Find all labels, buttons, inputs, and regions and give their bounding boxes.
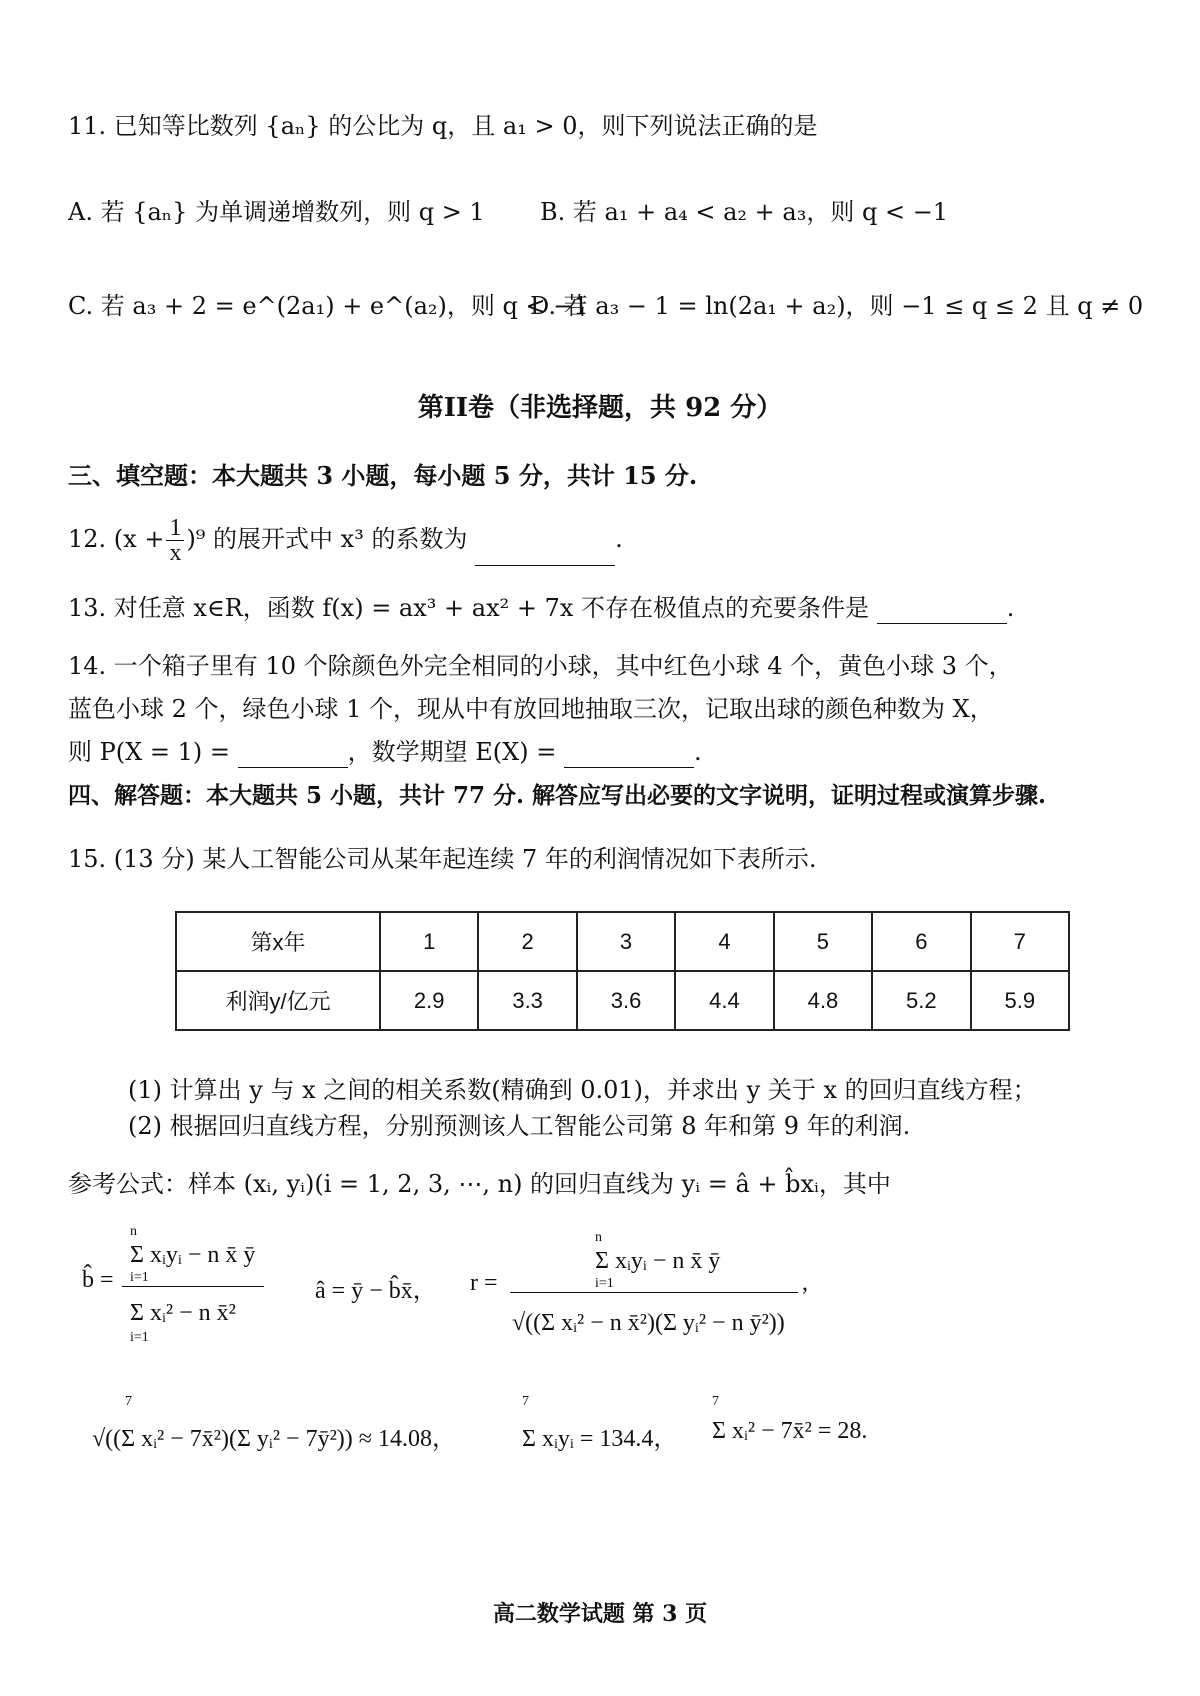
given-sqrt-product: √((Σ xᵢ² − 7x̄²)(Σ yᵢ² − 7ȳ²)) ≈ 14.08，: [92, 1426, 456, 1452]
q15-stem: 15. (13 分) 某人工智能公司从某年起连续 7 年的利润情况如下表所示.: [68, 845, 817, 873]
table-cell: 3.3: [478, 971, 576, 1030]
q11-stem: 11. 已知等比数列 {aₙ} 的公比为 q，且 a₁ > 0，则下列说法正确的是: [68, 112, 818, 140]
table-cell: 2: [478, 912, 576, 971]
q13-end: .: [1006, 594, 1015, 622]
given-sum-x2: Σ xᵢ² − 7x̄² = 28.: [712, 1418, 868, 1444]
q14-prob-label: 则 P(X = 1) =: [68, 738, 230, 766]
table-cell: 4.8: [774, 971, 872, 1030]
q14-line1: 14. 一个箱子里有 10 个除颜色外完全相同的小球，其中红色小球 4 个，黄色小球 3 个，: [68, 652, 1013, 680]
q14-prob-blank[interactable]: [238, 741, 348, 768]
q12-frac-den: x: [169, 540, 182, 566]
r-fraction-bar: [510, 1292, 798, 1293]
table-row-year: [176, 912, 1069, 971]
q11-option-a[interactable]: A. 若 {aₙ} 为单调递增数列，则 q > 1: [68, 198, 485, 226]
r-denominator: √((Σ xᵢ² − n x̄²)(Σ yᵢ² − n ȳ²)): [512, 1310, 785, 1336]
section4-title: 四、解答题：本大题共 5 小题，共计 77 分. 解答应写出必要的文字说明，证明过程或演算步骤.: [68, 782, 1047, 809]
table-cell: 3: [577, 912, 675, 971]
q11-option-b[interactable]: B. 若 a₁ + a₄ < a₂ + a₃，则 q < −1: [540, 198, 949, 226]
q14-line2: 蓝色小球 2 个，绿色小球 1 个，现从中有放回地抽取三次，记取出球的颜色种数为 X，: [68, 695, 994, 723]
table-header-profit: 利润y/亿元: [176, 971, 380, 1030]
table-cell: 5.9: [971, 971, 1069, 1030]
table-header-year: 第x年: [176, 912, 380, 971]
table-cell: 3.6: [577, 971, 675, 1030]
q12-answer-blank[interactable]: [475, 539, 615, 566]
b-hat-denominator: Σ xᵢ² − n x̄²: [130, 1300, 236, 1326]
b-hat-lhs: b̂ =: [82, 1267, 114, 1293]
q14-end: .: [693, 738, 702, 766]
q12-frac-num: 1: [166, 516, 184, 541]
sum-upper-7: 7: [522, 1394, 529, 1409]
table-cell: 4.4: [675, 971, 773, 1030]
sum-upper-7: 7: [712, 1394, 719, 1409]
q12-end: .: [615, 525, 623, 553]
q12-pre: 12. (x +: [68, 525, 165, 553]
part2-title: 第II卷（非选择题，共 92 分）: [417, 393, 783, 423]
b-hat-numerator: Σ xᵢyᵢ − n x̄ ȳ: [130, 1242, 256, 1268]
r-numerator: Σ xᵢyᵢ − n x̄ ȳ: [595, 1248, 721, 1274]
q12-line: [68, 512, 623, 566]
table-cell: 5.2: [872, 971, 970, 1030]
table-row-profit: [176, 971, 1069, 1030]
q14-expect-blank[interactable]: [564, 741, 694, 768]
section3-title: 三、填空题：本大题共 3 小题，每小题 5 分，共计 15 分.: [68, 461, 698, 490]
reference-formula-intro: 参考公式：样本 (xᵢ, yᵢ)(i = 1, 2, 3, ⋯, n) 的回归直线为 yᵢ = â + b̂xᵢ，其中: [68, 1170, 891, 1198]
given-sum-xy: Σ xᵢyᵢ = 134.4，: [522, 1426, 678, 1452]
table-cell: 7: [971, 912, 1069, 971]
table-cell: 1: [380, 912, 478, 971]
q14-line3: [68, 736, 702, 768]
table-cell: 2.9: [380, 971, 478, 1030]
q13-text: 13. 对任意 x∈R，函数 f(x) = ax³ + ax² + 7x 不存在极值点的充要条件是: [68, 594, 870, 622]
profit-table: [175, 911, 1070, 1031]
sum-lower-index: i=1: [130, 1330, 149, 1345]
q11-option-d[interactable]: D. 若 a₃ − 1 = ln(2a₁ + a₂)，则 −1 ≤ q ≤ 2 且 q ≠ 0: [530, 292, 1144, 320]
q13-answer-blank[interactable]: [877, 597, 1007, 624]
sum-upper-n: n: [130, 1224, 137, 1239]
b-hat-fraction-bar: [122, 1286, 264, 1287]
table-cell: 6: [872, 912, 970, 971]
q12-fraction: [166, 516, 184, 565]
q11-option-c[interactable]: C. 若 a₃ + 2 = e^(2a₁) + e^(a₂)，则 q < −1: [68, 292, 589, 320]
r-lhs: r =: [470, 1270, 498, 1296]
sum-lower-index: i=1: [595, 1276, 614, 1291]
sum-lower-index: i=1: [130, 1270, 149, 1285]
table-cell: 5: [774, 912, 872, 971]
q15-sub1: (1) 计算出 y 与 x 之间的相关系数(精确到 0.01)，并求出 y 关于 x 的回归直线方程；: [128, 1076, 1037, 1104]
a-hat-formula: â = ȳ − b̂x̄，: [315, 1278, 437, 1304]
q15-sub2: (2) 根据回归直线方程，分别预测该人工智能公司第 8 年和第 9 年的利润.: [128, 1112, 911, 1140]
table-cell: 4: [675, 912, 773, 971]
sum-upper-n: n: [595, 1230, 602, 1245]
sum-upper-7: 7: [125, 1394, 132, 1409]
r-comma: ,: [802, 1270, 808, 1296]
q13-line: [68, 592, 1014, 624]
page-footer: 高二数学试题 第 3 页: [492, 1601, 708, 1627]
q14-expect-label: ，数学期望 E(X) =: [347, 738, 557, 766]
q12-post: )⁹ 的展开式中 x³ 的系数为: [186, 525, 468, 553]
